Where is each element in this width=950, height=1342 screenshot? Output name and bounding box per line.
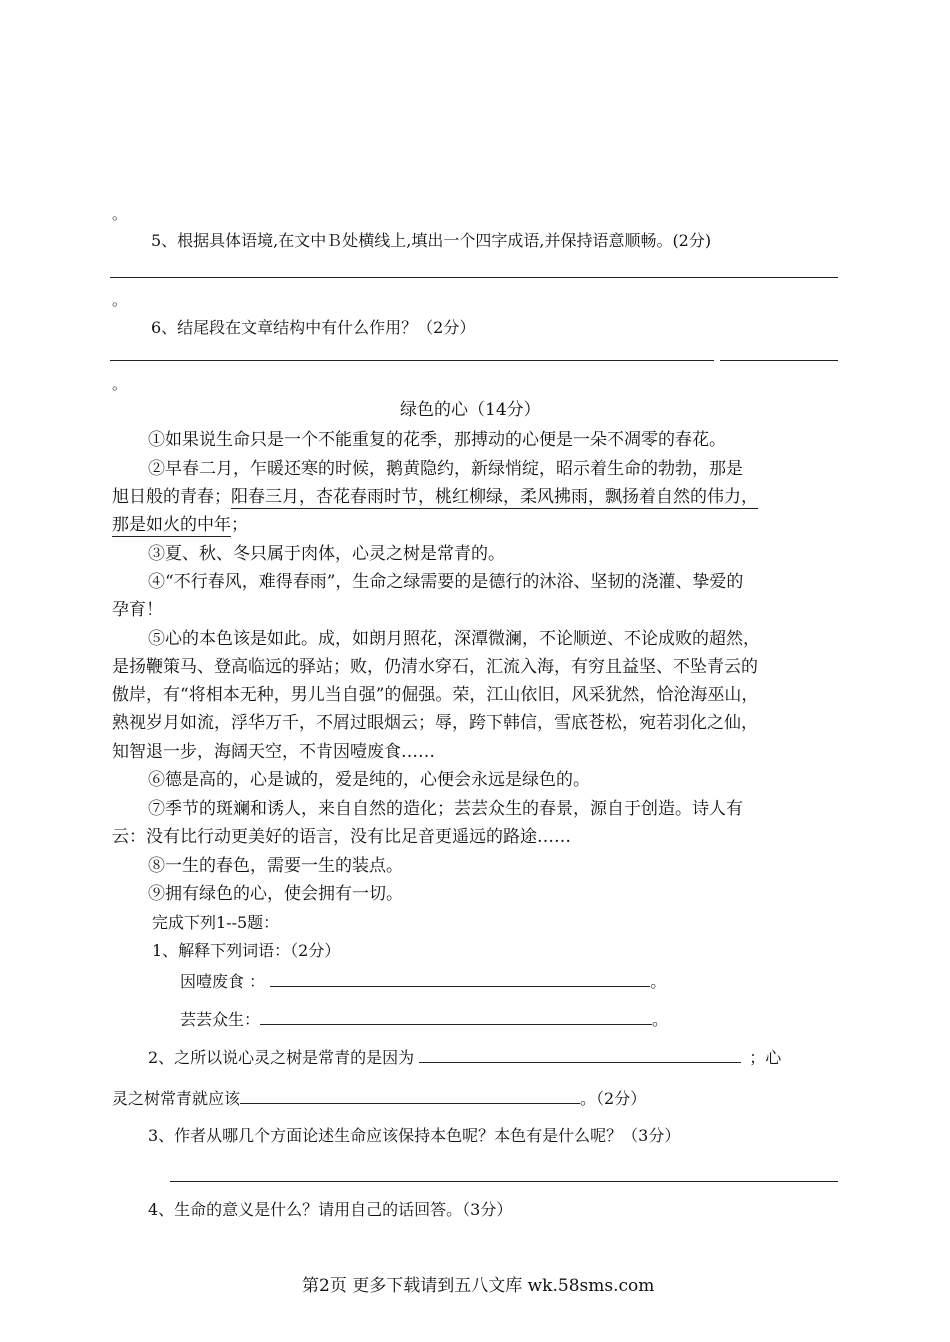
question-1a <box>180 970 666 992</box>
paragraph-5-line-1: ⑤心的本色该是如此。成，如朗月照花，深潭微澜，不论顺逆、不论成败的超然， <box>148 629 760 649</box>
paragraph-2-line-3 <box>112 515 248 535</box>
paragraph-2-line-1: ②早春二月，乍暖还寒的时候，鹅黄隐约，新绿悄绽，昭示着生命的勃勃，那是 <box>148 459 743 479</box>
paragraph-5-line-5: 知智退一步，海阔天空，不肯因噎废食…… <box>112 742 435 762</box>
paragraph-2-text: 旭日般的青春； <box>112 487 231 507</box>
article-title: 绿色的心（14分） <box>400 400 541 420</box>
paragraph-8: ⑧一生的春色，需要一生的装点。 <box>148 856 403 876</box>
answer-line-q6-b[interactable] <box>720 360 838 361</box>
question-2-points: 。（2分） <box>580 1089 647 1108</box>
underlined-sentence: 阳春三月，杏花春雨时节，桃红柳绿，柔风拂雨，飘扬着自然的伟力， <box>231 487 758 507</box>
paragraph-1: ①如果说生命只是一个不能重复的花季，那搏动的心便是一朵不凋零的春花。 <box>148 430 726 450</box>
answer-line-q3[interactable] <box>170 1181 838 1182</box>
question-6: 6、结尾段在文章结构中有什么作用？（2分） <box>151 318 476 337</box>
page-footer: 第2页 更多下载请到五八文库 wk.58sms.com <box>302 1276 655 1296</box>
question-1b <box>180 1008 668 1030</box>
paragraph-5-line-4: 熟视岁月如流，浮华万千，不屑过眼烟云；辱，跨下韩信，雪底苍松，宛若羽化之仙， <box>112 713 758 733</box>
paragraph-7-line-1: ⑦季节的斑斓和诱人，来自自然的造化；芸芸众生的春景，源自于创造。诗人有 <box>148 799 743 819</box>
answer-blank-q2a[interactable] <box>419 1046 741 1063</box>
paragraph-2-line-2 <box>112 487 758 507</box>
sentence-end-mark: 。 <box>112 291 128 309</box>
underlined-sentence-end: 那是如火的中年 <box>112 515 231 535</box>
answer-blank-q1a[interactable] <box>270 970 650 987</box>
question-2-text-2: 灵之树常青就应该 <box>112 1089 241 1108</box>
question-5: 5、根据具体语境,在文中Ｂ处横线上,填出一个四字成语,并保持语意顺畅。(2分) <box>151 231 712 250</box>
question-2-text: 2、之所以说心灵之树是常青的是因为 <box>148 1048 415 1067</box>
paragraph-4-line-2: 孕育！ <box>112 600 163 620</box>
question-2-line-2 <box>112 1087 646 1109</box>
period: 。 <box>650 972 667 991</box>
paragraph-5-line-3: 傲岸，有“将相本无种，男儿当自强”的倔强。荣，江山依旧，风采犹然，恰沧海巫山， <box>112 685 759 705</box>
period: 。 <box>652 1010 669 1029</box>
questions-intro: 完成下列1--5题： <box>152 913 280 932</box>
paragraph-7-line-2: 云：没有比行动更美好的语言，没有比足音更遥远的路途…… <box>112 827 571 847</box>
question-3: 3、作者从哪几个方面论述生命应该保持本色呢？本色有是什么呢？（3分） <box>148 1126 681 1145</box>
sentence-end-mark: 。 <box>112 375 128 393</box>
paragraph-6: ⑥德是高的，心是诚的，爱是纯的，心便会永远是绿色的。 <box>148 770 590 790</box>
answer-line-q6-a[interactable] <box>110 360 714 361</box>
paragraph-9: ⑨拥有绿色的心，使会拥有一切。 <box>148 884 403 904</box>
question-4: 4、生命的意义是什么？请用自己的话回答。（3分） <box>148 1200 513 1219</box>
question-1: 1、解释下列词语：（2分） <box>152 941 341 960</box>
paragraph-5-line-2: 是扬鞭策马、登高临远的驿站；败，仍清水穿石，汇流入海，有穷且益坚、不坠青云的 <box>112 657 758 677</box>
answer-blank-q2b[interactable] <box>240 1087 580 1104</box>
sentence-end-mark: 。 <box>112 205 128 223</box>
term-label: 因噎废食 ： <box>180 972 266 991</box>
paragraph-3: ③夏、秋、冬只属于肉体，心灵之树是常青的。 <box>148 544 505 564</box>
answer-blank-q1b[interactable] <box>260 1008 652 1025</box>
question-2-continuation: ；心 <box>749 1048 782 1067</box>
question-2-line-1 <box>148 1046 781 1068</box>
term-label: 芸芸众生： <box>180 1010 261 1029</box>
paragraph-4-line-1: ④“不行春风，难得春雨”，生命之绿需要的是德行的沐浴、坚韧的浇灌、挚爱的 <box>148 572 744 592</box>
semicolon: ； <box>231 515 248 535</box>
answer-line-q5[interactable] <box>110 277 838 278</box>
